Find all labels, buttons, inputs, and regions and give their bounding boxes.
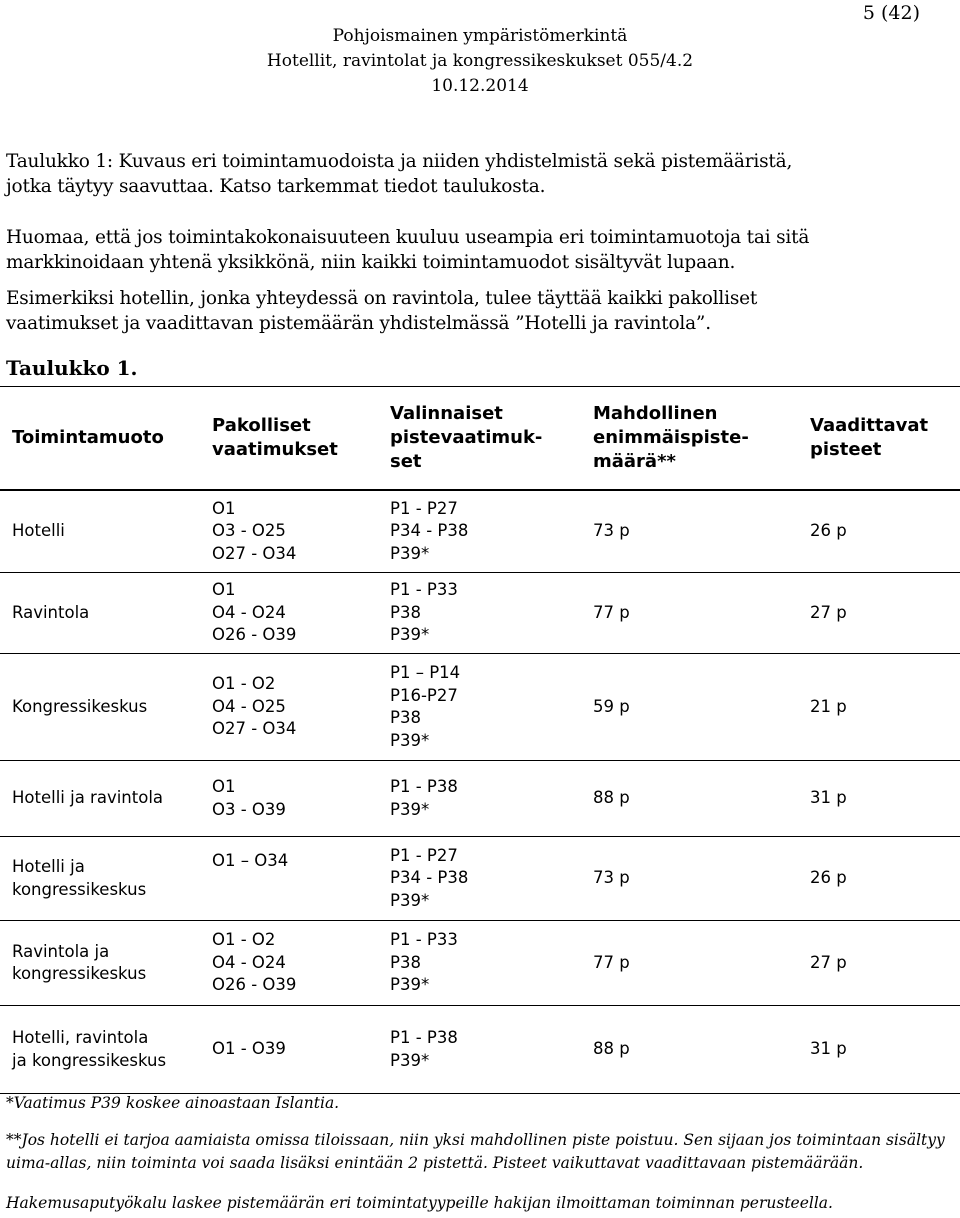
mandatory-cell: O1 - O2 O4 - O25 O27 - O34 <box>212 674 297 739</box>
optional-cell: P1 - P38 P39* <box>390 1028 458 1070</box>
optional-cell: P1 - P27 P34 - P38 P39* <box>390 498 469 563</box>
optional-cell: P1 - P33 P38 P39* <box>390 580 458 645</box>
max-points-cell: 77 p <box>593 602 630 622</box>
max-points-cell: 73 p <box>593 868 630 888</box>
column-header-max-points: Mahdollinen enimmäispiste- määrä** <box>593 403 749 472</box>
optional-cell: P1 - P38 P39* <box>390 777 458 819</box>
max-points-cell: 88 p <box>593 1039 630 1059</box>
mandatory-cell: O1 - O39 <box>212 1039 286 1059</box>
required-points-cell: 21 p <box>810 696 847 716</box>
mandatory-cell: O1 O4 - O24 O26 - O39 <box>212 580 297 645</box>
mandatory-cell: O1 O3 - O25 O27 - O34 <box>212 498 297 563</box>
footnote-application-tool: Hakemusaputyökalu laskee pistemäärän eri toimintatyypeille hakijan ilmoittaman toiminnan perusteella. <box>6 1194 833 1212</box>
header-date: 10.12.2014 <box>431 76 529 96</box>
activity-type-cell: Ravintola <box>12 602 90 622</box>
table-caption: Taulukko 1. <box>6 356 138 380</box>
text-line: markkinoidaan yhtenä yksikkönä, niin kaikki toimintamuodot sisältyvät lupaan. <box>6 252 736 273</box>
activity-type-cell: Kongressikeskus <box>12 696 148 716</box>
text-line: Esimerkiksi hotellin, jonka yhteydessä on ravintola, tulee täyttää kaikki pakolliset <box>6 288 758 309</box>
activity-type-cell: Hotelli, ravintola ja kongressikeskus <box>12 1028 167 1070</box>
table-row <box>0 491 960 573</box>
optional-cell: P1 - P33 P38 P39* <box>390 930 458 995</box>
optional-cell: P1 – P14 P16-P27 P38 P39* <box>390 663 461 750</box>
max-points-cell: 73 p <box>593 521 630 541</box>
table-header-row <box>0 386 960 491</box>
table-row <box>0 573 960 654</box>
required-points-cell: 27 p <box>810 952 847 972</box>
table-row <box>0 654 960 761</box>
column-header-mandatory: Pakolliset vaatimukset <box>212 415 338 460</box>
activity-type-cell: Hotelli ja ravintola <box>12 788 164 808</box>
table-row <box>0 761 960 837</box>
column-header-activity-type: Toimintamuoto <box>12 427 164 448</box>
max-points-cell: 88 p <box>593 788 630 808</box>
footnote-p39: *Vaatimus P39 koskee ainoastaan Islantia. <box>6 1094 340 1112</box>
text-line: Huomaa, että jos toimintakokonaisuuteen kuuluu useampia eri toimintamuotoja tai sitä <box>6 227 810 248</box>
table-row <box>0 1006 960 1094</box>
text-line: Taulukko 1: Kuvaus eri toimintamuodoista ja niiden yhdistelmistä sekä pistemääristä, <box>6 151 793 172</box>
mandatory-cell: O1 - O2 O4 - O24 O26 - O39 <box>212 930 297 995</box>
table-row <box>0 837 960 921</box>
required-points-cell: 31 p <box>810 788 847 808</box>
footnote-max-points: **Jos hotelli ei tarjoa aamiaista omissa tiloissaan, niin yksi mahdollinen piste poistuu. Sen sijaan jos toimintaan sisältyy uima-allas, niin toiminta voi saada lisäksi enintään 2 pistettä. Pisteet vaikuttavat vaadittavaan pistemäärään. <box>6 1131 945 1172</box>
column-header-optional: Valinnaiset pistevaatimuk- set <box>390 403 543 472</box>
text-line: vaatimukset ja vaadittavan pistemäärän yhdistelmässä ”Hotelli ja ravintola”. <box>6 313 711 334</box>
text-line: jotka täytyy saavuttaa. Katso tarkemmat tiedot taulukosta. <box>6 176 546 197</box>
required-points-cell: 26 p <box>810 868 847 888</box>
activity-type-cell: Hotelli ja kongressikeskus <box>12 857 147 899</box>
points-table <box>0 386 960 1094</box>
intro-paragraph-3 <box>6 286 936 336</box>
header-document-title: Hotellit, ravintolat ja kongressikeskukset 055/4.2 <box>266 51 694 71</box>
document-header <box>0 24 960 99</box>
mandatory-cell: O1 – O34 <box>212 851 289 870</box>
max-points-cell: 59 p <box>593 696 630 716</box>
page-number: 5 (42) <box>862 2 920 24</box>
activity-type-cell: Hotelli <box>12 521 65 541</box>
optional-cell: P1 - P27 P34 - P38 P39* <box>390 845 469 910</box>
activity-type-cell: Ravintola ja kongressikeskus <box>12 941 147 983</box>
required-points-cell: 27 p <box>810 602 847 622</box>
required-points-cell: 31 p <box>810 1039 847 1059</box>
column-header-required-points: Vaadittavat pisteet <box>810 415 929 460</box>
required-points-cell: 26 p <box>810 521 847 541</box>
table-row <box>0 921 960 1006</box>
mandatory-cell: O1 O3 - O39 <box>212 777 286 819</box>
header-organization: Pohjoismainen ympäristömerkintä <box>332 26 628 46</box>
intro-paragraph-1 <box>6 149 936 199</box>
intro-paragraph-2 <box>6 225 936 275</box>
max-points-cell: 77 p <box>593 952 630 972</box>
